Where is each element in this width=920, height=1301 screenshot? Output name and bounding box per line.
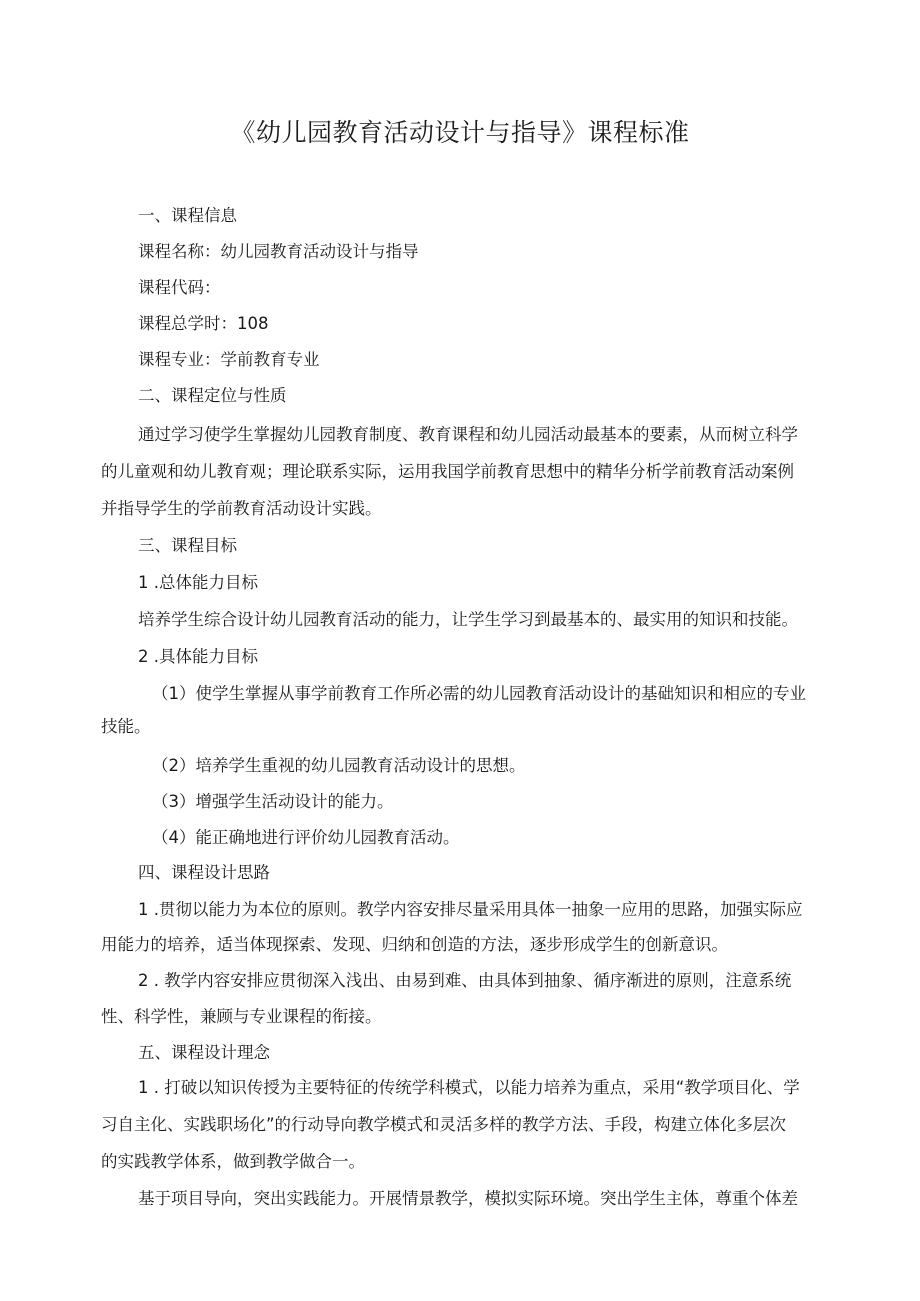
course-hours: 课程总学时：108 <box>138 314 269 333</box>
paragraph-line: 并指导学生的学前教育活动设计实践。 <box>101 499 382 518</box>
section-heading-design-philosophy: 五、课程设计理念 <box>138 1043 270 1062</box>
list-item: （1）使学生掌握从事学前教育工作所必需的幼儿园教育活动设计的基础知识和相应的专业 <box>152 684 806 703</box>
list-item-continuation: 技能。 <box>101 717 151 736</box>
list-item: （3）增强学生活动设计的能力。 <box>152 792 394 811</box>
paragraph-line: 的实践教学体系，做到教学做合一。 <box>101 1152 365 1171</box>
section-heading-objectives: 三、课程目标 <box>138 536 237 555</box>
subheading-specific-ability: 2 .具体能力目标 <box>138 647 258 666</box>
section-heading-design-approach: 四、课程设计思路 <box>138 863 270 882</box>
section-heading-course-info: 一、课程信息 <box>138 206 237 225</box>
paragraph-line: 通过学习使学生掌握幼儿园教育制度、教育课程和幼儿园活动最基本的要素，从而树立科学 <box>138 425 798 444</box>
paragraph-line: 性、科学性，兼顾与专业课程的衔接。 <box>101 1007 382 1026</box>
course-code: 课程代码： <box>138 278 221 297</box>
paragraph-line: 1 . 打破以知识传授为主要特征的传统学科模式，以能力培养为重点，采用“教学项目化、学 <box>138 1078 800 1097</box>
course-major: 课程专业：学前教育专业 <box>138 350 320 369</box>
paragraph-line: 的儿童观和幼儿教育观；理论联系实际，运用我国学前教育思想中的精华分析学前教育活动案例 <box>101 462 794 481</box>
section-heading-positioning: 二、课程定位与性质 <box>138 386 287 405</box>
paragraph-line: 培养学生综合设计幼儿园教育活动的能力，让学生学习到最基本的、最实用的知识和技能。 <box>138 610 798 629</box>
course-name: 课程名称：幼儿园教育活动设计与指导 <box>138 242 419 261</box>
paragraph-line: 基于项目导向，突出实践能力。开展情景教学，模拟实际环境。突出学生主体，尊重个体差 <box>138 1189 798 1208</box>
list-item: （2）培养学生重视的幼儿园教育活动设计的思想。 <box>152 756 526 775</box>
paragraph-line: 用能力的培养，适当体现探索、发现、归纳和创造的方法，逐步形成学生的创新意识。 <box>101 935 728 954</box>
paragraph-line: 习自主化、实践职场化”的行动导向教学模式和灵活多样的教学方法、手段，构建立体化多层次 <box>101 1115 787 1134</box>
subheading-overall-ability: 1 .总体能力目标 <box>138 573 258 592</box>
paragraph-line: 2 . 教学内容安排应贯彻深入浅出、由易到难、由具体到抽象、循序渐进的原则，注意系统 <box>138 971 792 990</box>
paragraph-line: 1 .贯彻以能力为本位的原则。教学内容安排尽量采用具体一抽象一应用的思路，加强实际应 <box>138 900 803 919</box>
list-item: （4）能正确地进行评价幼儿园教育活动。 <box>152 828 460 847</box>
document-title: 《幼儿园教育活动设计与指导》课程标准 <box>230 118 690 147</box>
